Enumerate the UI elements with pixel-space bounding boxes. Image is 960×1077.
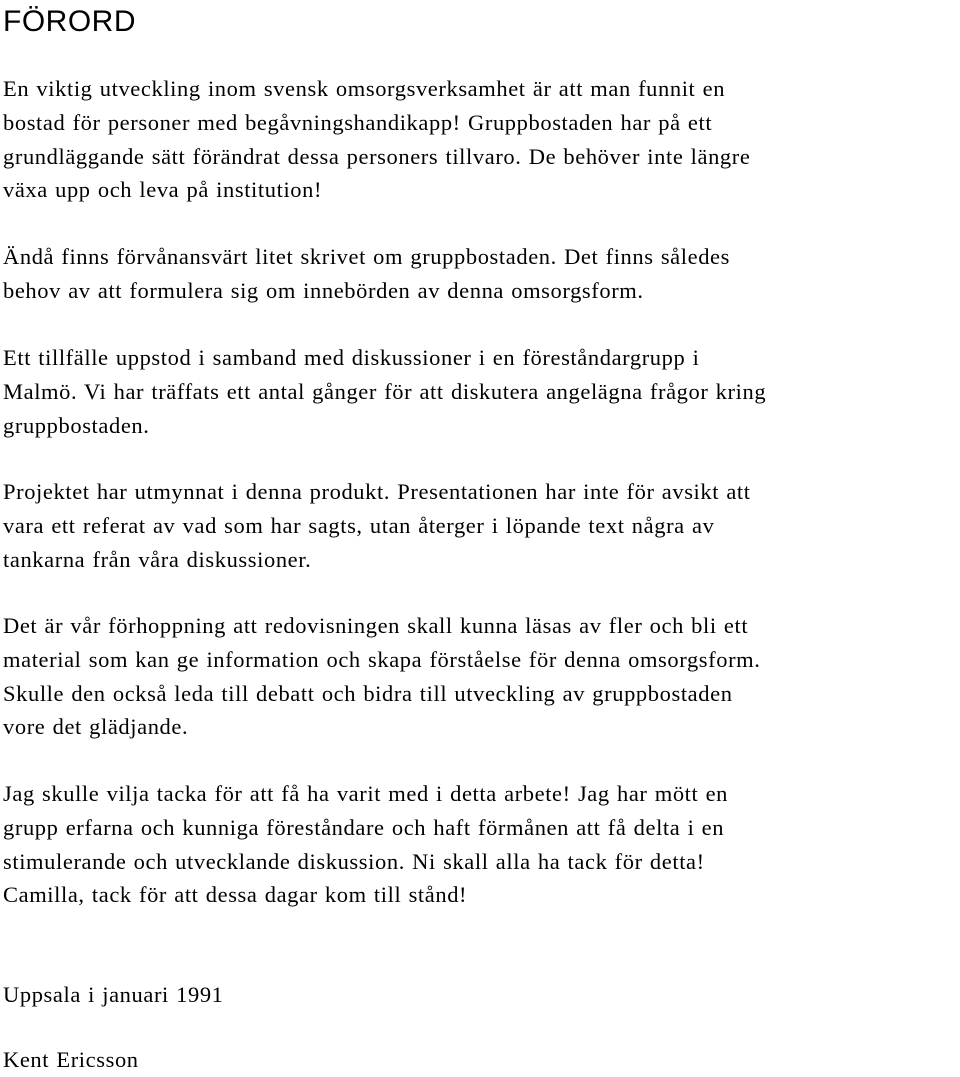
paragraph-line: Det är vår förhoppning att redovisningen skall kunna läsas av fler och bli ett bbox=[3, 613, 749, 638]
place-and-date: Uppsala i januari 1991 bbox=[3, 982, 224, 1007]
author-name: Kent Ericsson bbox=[3, 1047, 139, 1072]
paragraph-2 bbox=[3, 240, 730, 308]
paragraph-line: material som kan ge information och skapa förståelse för denna omsorgsform. bbox=[3, 646, 761, 672]
paragraph-line: vore det glädjande. bbox=[3, 714, 189, 740]
document-title: FÖRORD bbox=[3, 5, 136, 38]
paragraph-1 bbox=[3, 72, 750, 207]
paragraph-line: behov av att formulera sig om innebörden av denna omsorgsform. bbox=[3, 277, 644, 303]
paragraph-line: Ett tillfälle uppstod i samband med diskussioner i en föreståndargrupp i bbox=[3, 345, 700, 370]
paragraph-line: Camilla, tack för att dessa dagar kom till stånd! bbox=[3, 882, 468, 908]
paragraph-4 bbox=[3, 475, 751, 576]
paragraph-line: stimulerande och utvecklande diskussion. Ni skall alla ha tack för detta! bbox=[3, 848, 705, 874]
paragraph-line: grupp erfarna och kunniga föreståndare och haft förmånen att få delta i en bbox=[3, 814, 725, 840]
paragraph-line: gruppbostaden. bbox=[3, 412, 150, 438]
paragraph-line: tankarna från våra diskussioner. bbox=[3, 546, 312, 572]
paragraph-line: Ändå finns förvånansvärt litet skrivet om gruppbostaden. Det finns således bbox=[3, 244, 730, 269]
paragraph-line: grundläggande sätt förändrat dessa personers tillvaro. De behöver inte längre bbox=[3, 143, 751, 169]
paragraph-line: bostad för personer med begåvningshandikapp! Gruppbostaden har på ett bbox=[3, 109, 713, 135]
paragraph-line: En viktig utveckling inom svensk omsorgsverksamhet är att man funnit en bbox=[3, 76, 726, 101]
paragraph-6 bbox=[3, 777, 728, 912]
paragraph-line: vara ett referat av vad som har sagts, utan återger i löpande text några av bbox=[3, 512, 715, 538]
paragraph-line: Malmö. Vi har träffats ett antal gånger för att diskutera angelägna frågor kring bbox=[3, 378, 767, 404]
paragraph-3 bbox=[3, 341, 766, 442]
paragraph-line: Jag skulle vilja tacka för att få ha varit med i detta arbete! Jag har mött en bbox=[3, 781, 729, 806]
paragraph-line: växa upp och leva på institution! bbox=[3, 177, 323, 203]
paragraph-line: Projektet har utmynnat i denna produkt. Presentationen har inte för avsikt att bbox=[3, 479, 751, 504]
paragraph-line: Skulle den också leda till debatt och bidra till utveckling av gruppbostaden bbox=[3, 680, 733, 706]
paragraph-5 bbox=[3, 609, 761, 744]
